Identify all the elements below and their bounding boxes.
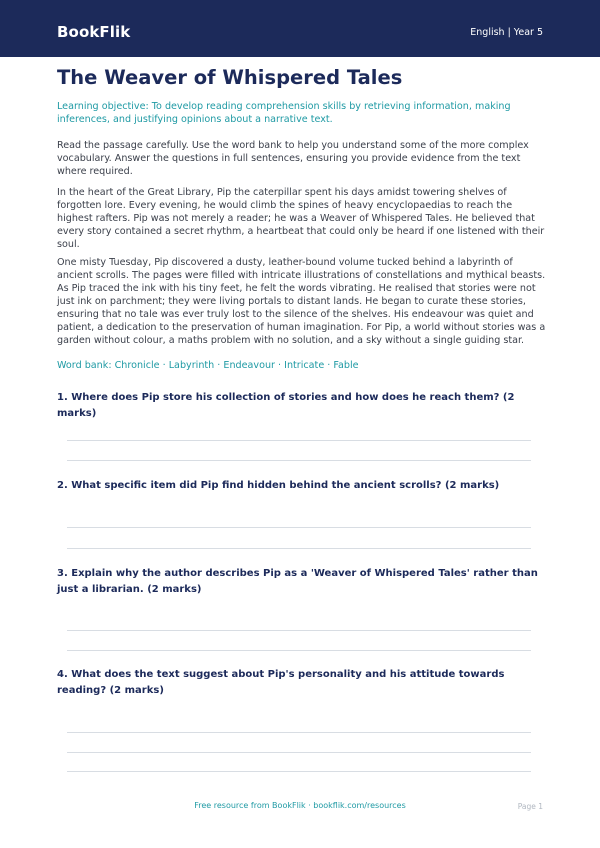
answer-line[interactable]	[67, 548, 531, 549]
brand-logo[interactable]: BookFlik	[57, 23, 131, 41]
story-paragraph-1: In the heart of the Great Library, Pip the caterpillar spent his days amidst towering shelves of forgotten lore. Every evening, he would climb the spines of heavy encyclopaedias to reach the highest rafters. Pip was not merely a reader; he was a Weaver of Whispered Tales. He believed that every story contained a secret rhythm, a heartbeat that could only be heard if one listened with their soul.	[57, 187, 545, 250]
answer-line[interactable]	[67, 752, 531, 753]
question-2: 2. What specific item did Pip find hidden behind the ancient scrolls? (2 marks)	[57, 480, 500, 491]
question-4: 4. What does the text suggest about Pip's personality and his attitude towards reading? (2 marks)	[57, 669, 505, 696]
page-number: Page 1	[517, 802, 543, 811]
answer-line[interactable]	[67, 440, 531, 441]
question-1: 1. Where does Pip store his collection of stories and how does he reach them? (2 marks)	[57, 392, 515, 419]
footer-link[interactable]: Free resource from BookFlik · bookflik.com/resources	[194, 801, 406, 810]
story-paragraph-2: One misty Tuesday, Pip discovered a dusty, leather-bound volume tucked behind a labyrinth of ancient scrolls. The pages were filled with intricate illustrations of constellations and mythical beasts. As Pip traced the ink with his tiny feet, he felt the words vibrating. He realised that stories were not just ink on parchment; they were living portals to distant lands. He began to curate these stories, ensuring that no tale was ever truly lost to the silence of the shelves. His endeavour was quiet and patient, a dedication to the preservation of human imagination. For Pip, a world without stories was a garden without colour, a maths problem with no solution, and a sky without a single guiding star.	[57, 257, 546, 346]
answer-line[interactable]	[67, 460, 531, 461]
answer-line[interactable]	[67, 771, 531, 772]
page-title: The Weaver of Whispered Tales	[57, 66, 403, 89]
header-bar	[0, 0, 600, 57]
answer-line[interactable]	[67, 650, 531, 651]
word-bank: Word bank: Chronicle · Labyrinth · Endeavour · Intricate · Fable	[57, 360, 359, 371]
learning-objective: Learning objective: To develop reading comprehension skills by retrieving information, making inferences, and justifying opinions about a narrative text.	[57, 101, 511, 125]
answer-line[interactable]	[67, 630, 531, 631]
answer-line[interactable]	[67, 527, 531, 528]
instructions-paragraph: Read the passage carefully. Use the word bank to help you understand some of the more complex vocabulary. Answer the questions in full sentences, ensuring you provide evidence from the text where required.	[57, 140, 529, 177]
answer-line[interactable]	[67, 732, 531, 733]
question-3: 3. Explain why the author describes Pip as a 'Weaver of Whispered Tales' rather than just a librarian. (2 marks)	[57, 568, 538, 595]
subject-label: English | Year 5	[470, 27, 543, 38]
